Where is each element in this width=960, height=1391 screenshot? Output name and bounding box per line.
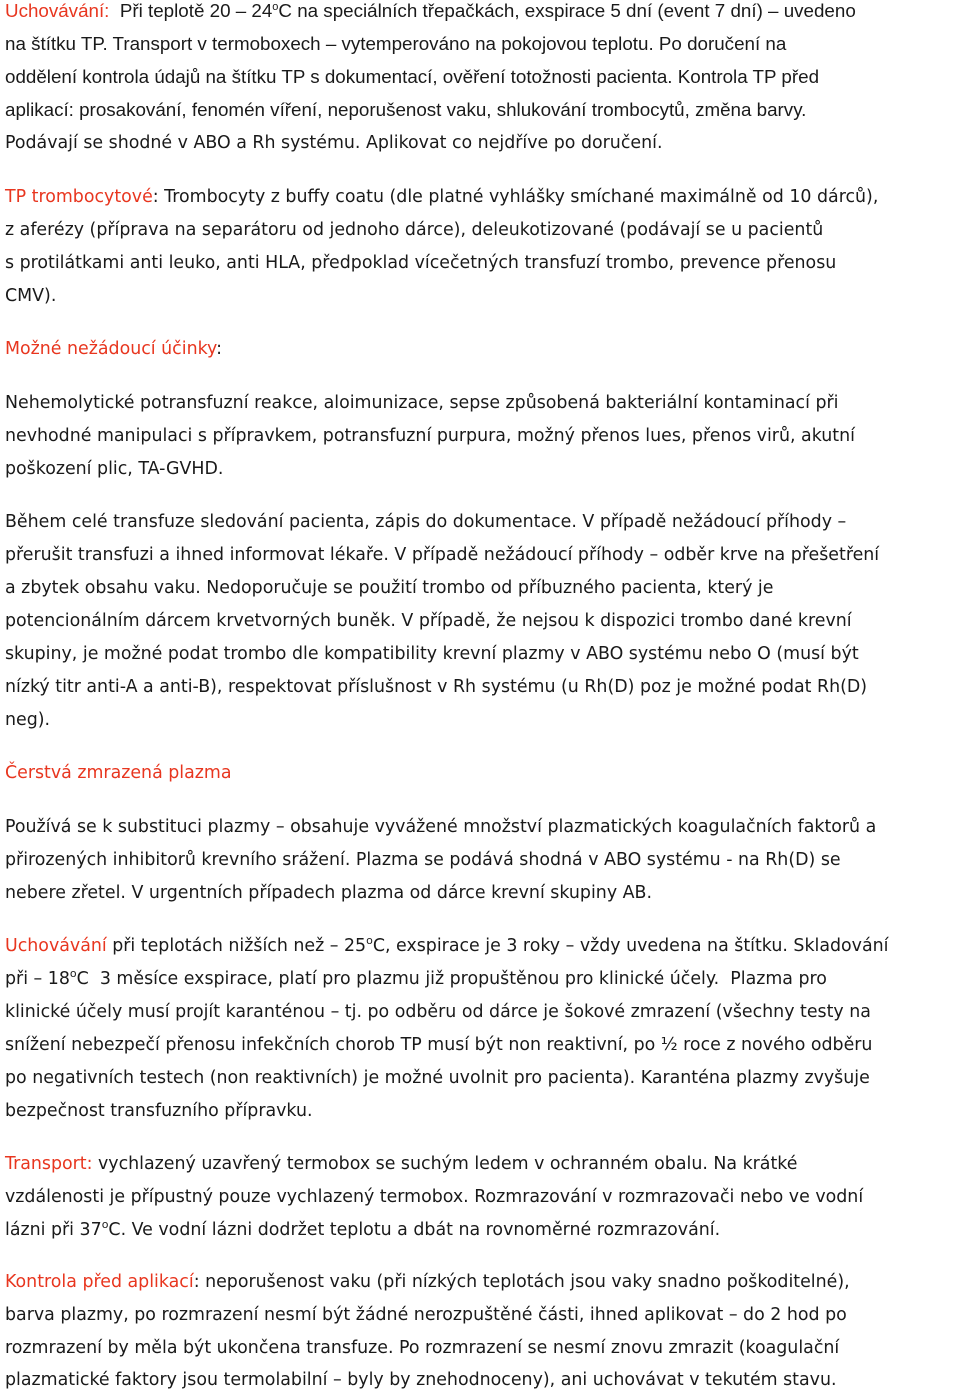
paragraph-line: Používá se k substituci plazmy – obsahuje vyvážené množství plazmatických koagulačních faktorů a — [5, 817, 877, 837]
paragraph-line — [5, 1219, 720, 1241]
paragraph-line: bezpečnost transfuzního přípravku. — [5, 1101, 313, 1121]
paragraph-line — [5, 1271, 850, 1293]
paragraph-line: s protilátkami anti leuko, anti HLA, předpoklad vícečetných transfuzí trombo, prevence přenosu — [5, 253, 837, 273]
text-span: : — [216, 339, 222, 359]
text-span: C. Ve vodní lázni dodržet teplotu a dbát na rovnoměrné rozmrazování. — [108, 1220, 721, 1240]
paragraph-line: neg). — [5, 710, 51, 730]
text-span: : neporušenost vaku (při nízkých teplotách jsou vaky snadno poškoditelné), — [193, 1272, 850, 1292]
section-label-uchovavani: Uchovávání: — [5, 0, 110, 21]
paragraph-line: Během celé transfuze sledování pacienta, zápis do dokumentace. V případě nežádoucí příhody – — [5, 512, 847, 532]
degree-sup: o — [272, 1, 279, 13]
degree-sup: o — [366, 934, 373, 947]
text-span: : — [152, 187, 159, 207]
paragraph-line: plazmatické faktory jsou termolabilní – byly by znehodnoceny), ani uchovávat v tekutém stavu. — [5, 1370, 837, 1390]
text-span: Trombocyty z buffy coatu (dle platné vyhlášky smíchané maximálně od 10 dárců), — [158, 187, 879, 207]
text-span: při teplotách nižších než – 25 — [106, 936, 367, 956]
paragraph-line — [5, 968, 827, 990]
text-span: vychlazený uzavřený termobox se suchým ledem v ochranném obalu. Na krátké — [92, 1154, 798, 1174]
paragraph-line: Nehemolytické potransfuzní reakce, aloimunizace, sepse způsobená bakteriální kontaminací při — [5, 393, 839, 413]
paragraph-line: barva plazmy, po rozmrazení nesmí být žádné nerozpuštěné části, ihned aplikovat – do 2 hod po — [5, 1305, 847, 1325]
paragraph-line: oddělení kontrola údajů na štítku TP s dokumentací, ověření totožnosti pacienta. Kontrola TP před — [5, 66, 820, 87]
text-span: C, exspirace je 3 roky – vždy uvedena na štítku. Skladování — [372, 936, 889, 956]
paragraph-line: aplikací: prosakování, fenomén víření, neporušenost vaku, shlukování trombocytů, změna barvy. — [5, 99, 807, 120]
text-span: C na speciálních třepačkách, exspirace 5 dní (event 7 dní) – uvedeno — [278, 0, 856, 21]
paragraph-line: CMV). — [5, 286, 57, 306]
degree-sup: o — [69, 967, 77, 980]
section-label-uchovavani-plazma: Uchovávání — [5, 936, 107, 956]
text-span: C 3 měsíce exspirace, platí pro plazmu již propuštěnou pro klinické účely. Plazma pro — [76, 969, 827, 989]
text-span: při – 18 — [5, 969, 70, 989]
paragraph-line: přirozených inhibitorů krevního srážení. Plazma se podává shodná v ABO systému - na Rh(D) se — [5, 850, 841, 870]
paragraph-line: a zbytek obsahu vaku. Nedoporučuje se použití trombo od příbuzného pacienta, který je — [5, 578, 774, 598]
paragraph-line: poškození plic, TA-GVHD. — [5, 459, 224, 479]
section-label-mozne-ucinky: Možné nežádoucí účinky — [5, 339, 217, 359]
paragraph-line — [5, 186, 878, 208]
paragraph-line: Podávají se shodné v ABO a Rh systému. Aplikovat co nejdříve po doručení. — [5, 133, 663, 153]
section-heading-cerstva-plazma: Čerstvá zmrazená plazma — [5, 763, 232, 783]
paragraph-line: klinické účely musí projít karanténou – tj. po odběru od dárce je šokové zmrazení (všechny testy na — [5, 1002, 871, 1022]
section-label-kontrola: Kontrola před aplikací — [5, 1272, 194, 1292]
paragraph-line: snížení nebezpečí přenosu infekčních chorob TP musí být non reaktivní, po ½ roce z nového odběru — [5, 1035, 873, 1055]
degree-sup: o — [101, 1218, 109, 1231]
paragraph-line: nevhodné manipulaci s přípravkem, potransfuzní purpura, možný přenos lues, přenos virů, akutní — [5, 426, 855, 446]
paragraph-line: potencionálním dárcem krvetvorných buněk. V případě, že nejsou k dispozici trombo dané krevní — [5, 611, 852, 631]
paragraph-line: nebere zřetel. V urgentních případech plazma od dárce krevní skupiny AB. — [5, 883, 652, 903]
paragraph-line: přerušit transfuzi a ihned informovat lékaře. V případě nežádoucí příhody – odběr krve na přešetření — [5, 545, 880, 565]
paragraph-line: skupiny, je možné podat trombo dle kompatibility krevní plazmy v ABO systému nebo O (musí být — [5, 644, 859, 664]
paragraph-line: vzdálenosti je přípustný pouze vychlazený termobox. Rozmrazování v rozmrazovači nebo ve vodní — [5, 1187, 864, 1207]
section-label-tp-trombocytove: TP trombocytové — [5, 187, 153, 207]
paragraph-line: rozmrazení by měla být ukončena transfuze. Po rozmrazení se nesmí znovu zmrazit (koagulační — [5, 1338, 840, 1358]
paragraph-line — [5, 1153, 797, 1175]
section-label-transport: Transport: — [5, 1154, 93, 1174]
paragraph-line — [5, 935, 889, 957]
paragraph-line: na štítku TP. Transport v termoboxech – vytemperováno na pokojovou teplotu. Po doručení na — [5, 33, 787, 54]
text-span: lázni při 37 — [5, 1220, 102, 1240]
paragraph-line: po negativních testech (non reaktivních) je možné uvolnit pro pacienta). Karanténa plazmy zvyšuje — [5, 1068, 870, 1088]
section-heading-line — [5, 338, 222, 360]
paragraph-line — [5, 0, 856, 22]
paragraph-line: nízký titr anti-A a anti-B), respektovat příslušnost v Rh systému (u Rh(D) poz je možné podat Rh(D) — [5, 677, 868, 697]
text-span: Při teplotě 20 – 24 — [109, 0, 273, 21]
paragraph-line: z aferézy (příprava na separátoru od jednoho dárce), deleukotizované (podávají se u pacientů — [5, 220, 824, 240]
